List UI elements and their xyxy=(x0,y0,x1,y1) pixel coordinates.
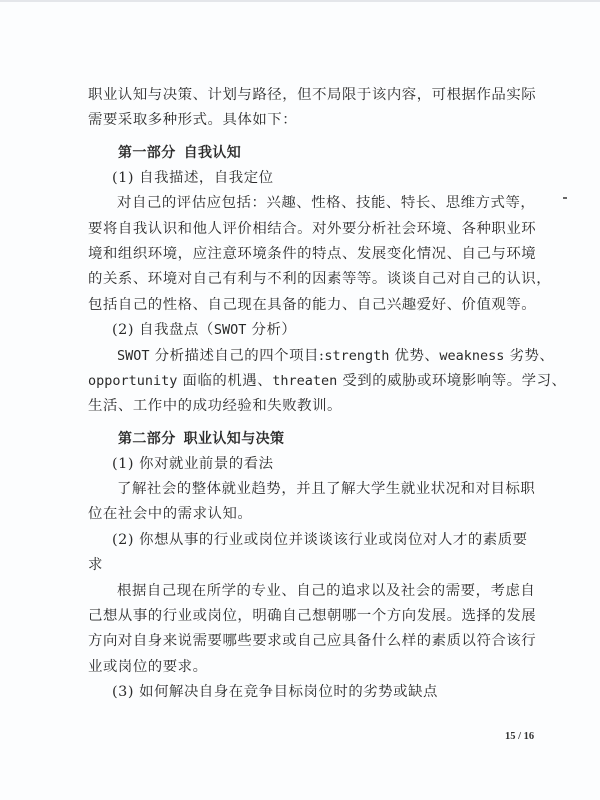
paragraph-line: 了解社会的整体就业趋势，并且了解大学生就业状况和对目标职 xyxy=(117,481,536,498)
item-label: (3) 如何解决自身在竞争目标岗位时的劣势或缺点 xyxy=(112,684,438,701)
text: 分析描述自己的四个项目: xyxy=(149,347,325,364)
page-number: 15 / 16 xyxy=(505,731,535,742)
section-heading-part2 xyxy=(88,426,528,452)
item-label-en: SWOT xyxy=(213,322,247,339)
text: 劣势、 xyxy=(504,347,555,364)
term: SWOT xyxy=(117,347,150,364)
paragraph-line: 己想从事的行业或岗位，明确自己想朝哪一个方向发展。选择的发展 xyxy=(88,608,537,625)
text: 面临的机遇、 xyxy=(177,372,273,389)
section-number: 第二部分 xyxy=(118,430,176,447)
page-content xyxy=(88,83,567,706)
section-title: 职业认知与决策 xyxy=(183,430,285,447)
text: 受到的威胁或环境影响等。学习、 xyxy=(337,372,567,389)
item-label: (2) 你想从事的行业或岗位并谈谈该行业或岗位对人才的素质要 xyxy=(112,531,528,548)
paragraph-line: 业或岗位的要求。 xyxy=(88,658,208,675)
item-label-text: (2) 自我盘点（ xyxy=(112,322,214,339)
paragraph-line: 根据自己现在所学的专业、自己的追求以及社会的需要，考虑自 xyxy=(117,582,536,599)
term: opportunity xyxy=(88,372,178,389)
paragraph-line: 位在社会中的需求认知。 xyxy=(88,506,253,523)
paragraph-line: 的关系、环境对自己有利与不利的因素等等。谈谈自己对自己的认识， xyxy=(88,271,552,288)
item-label-continuation: 求 xyxy=(88,557,103,574)
item-label: (1) 自我描述，自我定位 xyxy=(112,169,274,186)
section-title: 自我认知 xyxy=(183,144,242,161)
paragraph-line: 方向对自身来说需要哪些要求或自己应具备什么样的素质以符合该行 xyxy=(88,633,537,650)
term: threaten xyxy=(272,372,338,389)
intro-line: 需要采取多种形式。具体如下： xyxy=(88,112,298,129)
item-label xyxy=(88,318,528,343)
paragraph-line: 要将自我认识和他人评价相结合。对外要分析社会环境、各种职业环 xyxy=(88,220,537,237)
section-number: 第一部分 xyxy=(118,144,176,161)
intro-line: 职业认知与决策、计划与路径，但不局限于该内容，可根据作品实际 xyxy=(88,87,537,103)
item-label-text: 分析） xyxy=(246,322,297,339)
term: strength xyxy=(324,347,390,364)
text: 优势、 xyxy=(389,347,440,364)
scan-speck xyxy=(563,197,567,199)
term: weakness xyxy=(439,347,505,364)
paragraph-line: 对自己的评估应包括：兴趣、性格、技能、特长、思维方式等， xyxy=(117,195,536,212)
section-heading-part1 xyxy=(88,140,528,166)
paragraph-line: 境和组织环境，应注意环境条件的特点、发展变化情况、自己与环境 xyxy=(88,245,537,262)
paragraph-line xyxy=(88,344,555,369)
paragraph-line: 包括自己的性格、自己现在具备的能力、自己兴趣爱好、价值观等。 xyxy=(88,296,537,313)
paragraph-line: 生活、工作中的成功经验和失败教训。 xyxy=(88,398,342,415)
item-label: (1) 你对就业前景的看法 xyxy=(112,455,274,472)
paragraph-line xyxy=(88,369,567,394)
page-top-edge xyxy=(0,0,600,2)
